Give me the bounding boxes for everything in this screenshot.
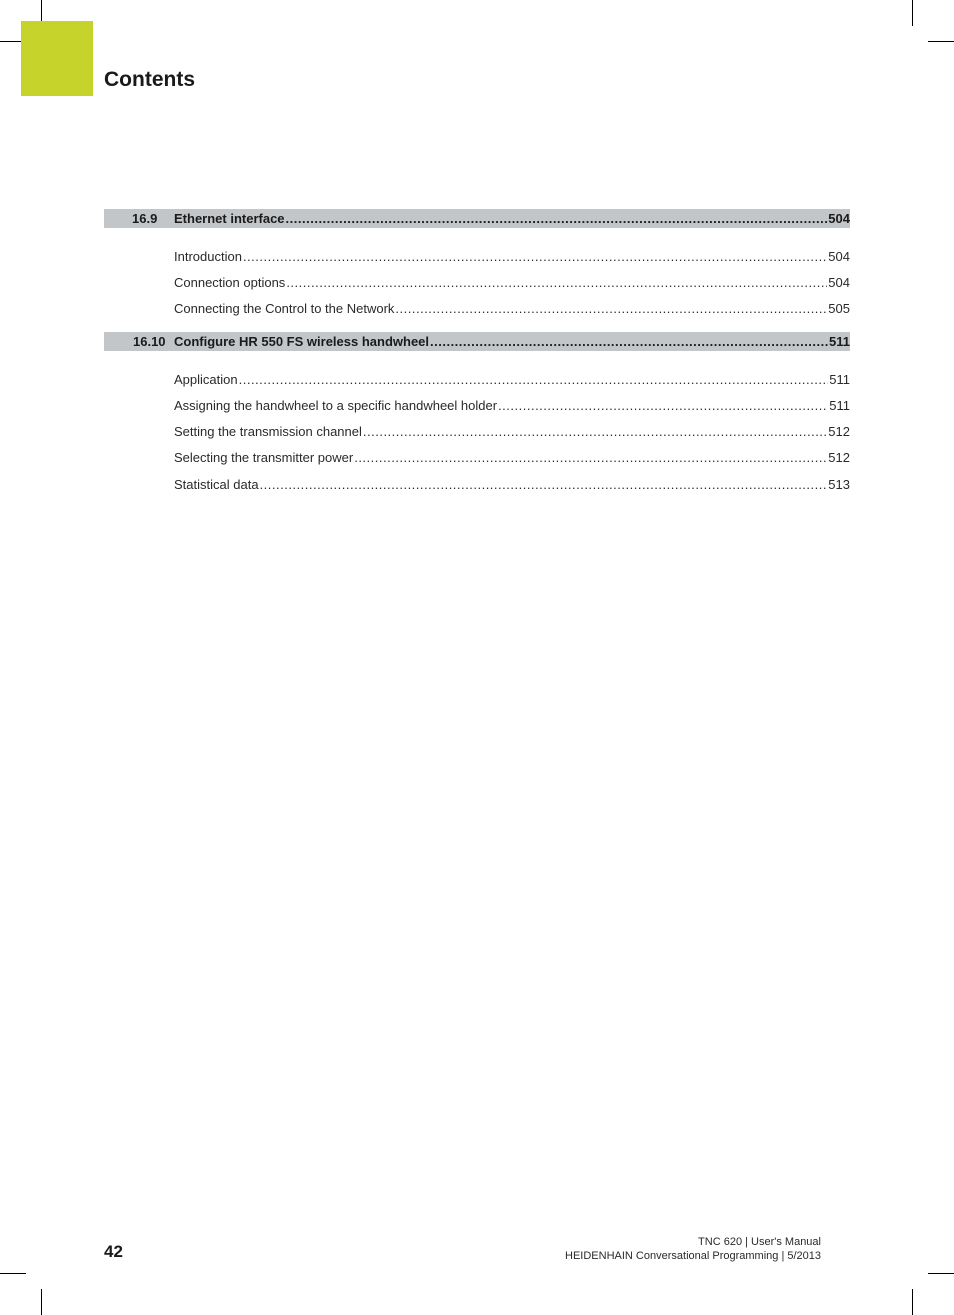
entry-title: Setting the transmission channel: [174, 424, 362, 440]
section-page: 504: [828, 211, 850, 226]
toc-entry[interactable]: [174, 471, 850, 497]
section-title: Configure HR 550 FS wireless handwheel: [174, 333, 430, 349]
entry-title: Selecting the transmitter power: [174, 450, 354, 466]
toc-entry[interactable]: [174, 243, 850, 269]
entry-page: 513: [828, 476, 850, 492]
dot-leader: [239, 373, 829, 386]
footer-manual-title: TNC 620 | User's Manual: [698, 1236, 821, 1248]
entry-page: 505: [828, 301, 850, 317]
section-number: 16.9: [132, 211, 158, 226]
entry-title: Connection options: [174, 274, 286, 290]
crop-mark: [912, 0, 913, 26]
entry-title: Application: [174, 371, 238, 387]
toc-section-heading[interactable]: [104, 332, 850, 351]
section-number: 16.10: [133, 333, 166, 349]
entry-page: 504: [828, 248, 850, 264]
toc-entry[interactable]: [174, 392, 850, 418]
table-of-contents: [104, 209, 850, 497]
crop-mark: [912, 1289, 913, 1315]
toc-entry[interactable]: [174, 296, 850, 322]
dot-leader: [243, 250, 827, 263]
entry-title: Statistical data: [174, 476, 259, 492]
toc-section-heading[interactable]: [104, 209, 850, 228]
entry-title: Connecting the Control to the Network: [174, 301, 395, 317]
dot-leader: [286, 276, 827, 289]
toc-entry[interactable]: [174, 418, 850, 444]
page-title: Contents: [104, 68, 195, 91]
dot-leader: [430, 335, 828, 348]
page-number: 42: [104, 1242, 123, 1261]
dot-leader: [498, 399, 828, 412]
dot-leader: [286, 212, 828, 225]
footer-info: [565, 1235, 821, 1263]
crop-mark: [928, 1273, 954, 1274]
toc-entries: [104, 366, 850, 497]
accent-block: [21, 21, 93, 96]
crop-mark: [0, 1273, 26, 1274]
spacer: [104, 322, 850, 332]
dot-leader: [363, 425, 827, 438]
entry-page: 504: [828, 274, 850, 290]
toc-entries: [104, 243, 850, 322]
toc-entry[interactable]: [174, 269, 850, 295]
entry-page: 512: [828, 424, 850, 440]
crop-mark: [928, 41, 954, 42]
footer-edition: HEIDENHAIN Conversational Programming | 5/2013: [565, 1250, 821, 1262]
entry-title: Introduction: [174, 248, 242, 264]
entry-title: Assigning the handwheel to a specific handwheel holder: [174, 397, 498, 413]
dot-leader: [260, 478, 828, 491]
section-page: 511: [829, 333, 850, 349]
section-title: Ethernet interface: [174, 211, 285, 226]
crop-mark: [41, 1289, 42, 1315]
toc-entry[interactable]: [174, 366, 850, 392]
entry-page: 511: [829, 371, 850, 387]
dot-leader: [354, 451, 827, 464]
entry-page: 511: [829, 397, 850, 413]
entry-page: 512: [828, 450, 850, 466]
dot-leader: [395, 302, 827, 315]
toc-entry[interactable]: [174, 445, 850, 471]
